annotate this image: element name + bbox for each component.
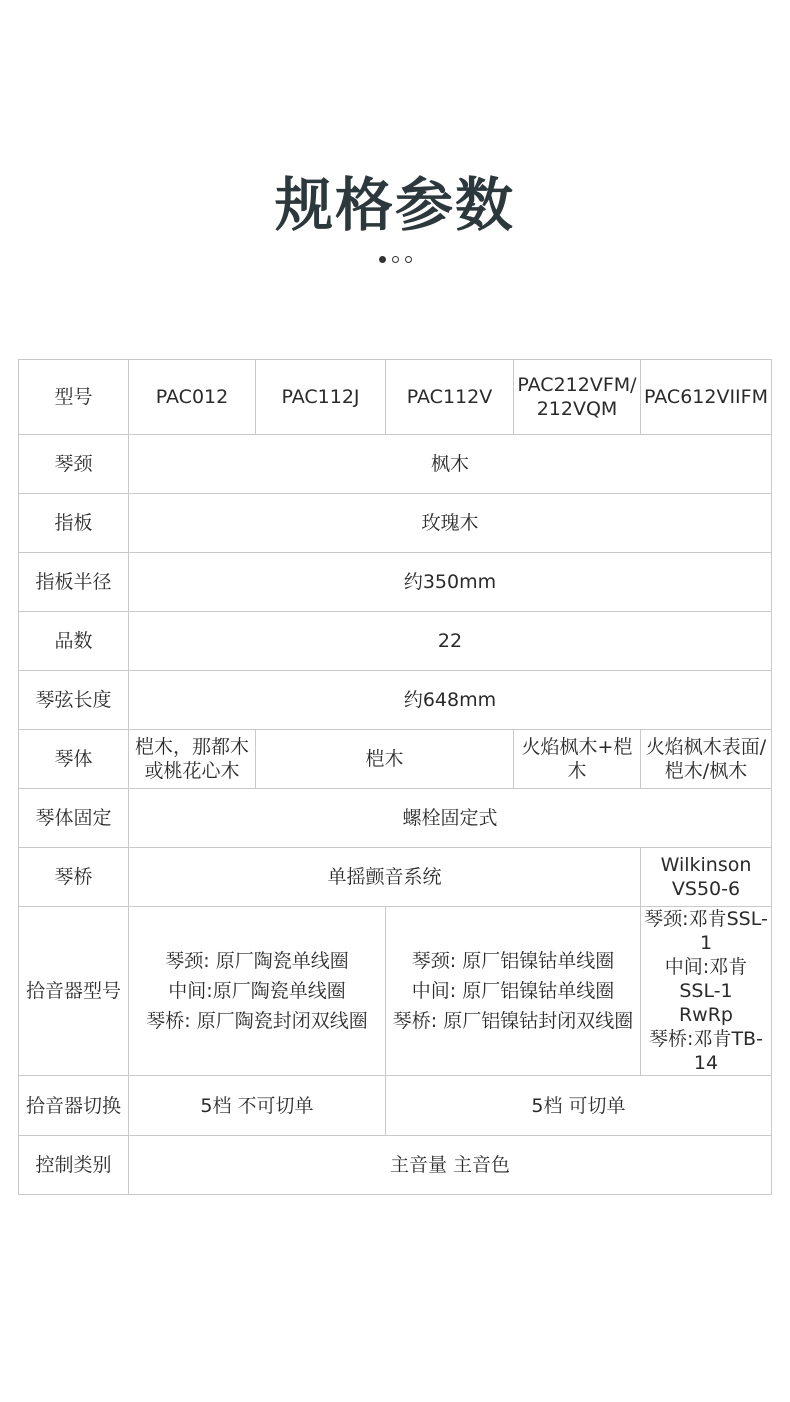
value-cell: Wilkinson VS50-6 <box>641 848 772 907</box>
row-label: 琴颈 <box>19 435 129 494</box>
value-cell: 单摇颤音系统 <box>129 848 641 907</box>
row-label: 琴体固定 <box>19 789 129 848</box>
value-cell: 5档 不可切单 <box>129 1076 386 1136</box>
value-cell: 桤木，那都木 或桃花心木 <box>129 730 256 789</box>
table-row-frets <box>19 612 772 671</box>
row-label: 琴弦长度 <box>19 671 129 730</box>
row-label: 琴桥 <box>19 848 129 907</box>
value-cell: 桤木 <box>256 730 514 789</box>
model-cell: PAC112J <box>256 360 386 435</box>
table-row-neck <box>19 435 772 494</box>
model-cell: PAC612VIIFM <box>641 360 772 435</box>
table-row-scale <box>19 671 772 730</box>
value-cell: 琴颈: 原厂铝镍钴单线圈 中间: 原厂铝镍钴单线圈 琴桥: 原厂铝镍钴封闭双线圈 <box>386 907 641 1076</box>
table-row-fingerboard <box>19 494 772 553</box>
value-cell: 琴颈:邓肯SSL-1 中间:邓肯 SSL-1 RwRp 琴桥:邓肯TB-14 <box>641 907 772 1076</box>
dot-ring <box>405 256 412 263</box>
dot-filled <box>379 256 386 263</box>
table-row-model <box>19 360 772 435</box>
value-cell: 22 <box>129 612 772 671</box>
value-cell: 火焰枫木+桤木 <box>514 730 641 789</box>
table-row-pickups <box>19 907 772 1076</box>
value-cell: 约350mm <box>129 553 772 612</box>
table-row-neck-joint <box>19 789 772 848</box>
row-label: 指板半径 <box>19 553 129 612</box>
model-cell: PAC212VFM/ 212VQM <box>514 360 641 435</box>
table-row-switch <box>19 1076 772 1136</box>
spec-table <box>18 359 772 1195</box>
table-row-bridge <box>19 848 772 907</box>
row-label: 拾音器型号 <box>19 907 129 1076</box>
value-cell: 5档 可切单 <box>386 1076 772 1136</box>
row-label: 指板 <box>19 494 129 553</box>
title-dots <box>0 256 790 263</box>
value-cell: 火焰枫木表面/ 桤木/枫木 <box>641 730 772 789</box>
value-cell: 螺栓固定式 <box>129 789 772 848</box>
value-cell: 约648mm <box>129 671 772 730</box>
row-label: 拾音器切换 <box>19 1076 129 1136</box>
dot-ring <box>392 256 399 263</box>
value-cell: 枫木 <box>129 435 772 494</box>
page-title: 规格参数 <box>274 171 515 239</box>
table-row-controls <box>19 1136 772 1195</box>
table-row-body <box>19 730 772 789</box>
table-row-radius <box>19 553 772 612</box>
row-label: 琴体 <box>19 730 129 789</box>
model-cell: PAC112V <box>386 360 514 435</box>
model-cell: PAC012 <box>129 360 256 435</box>
value-cell: 玫瑰木 <box>129 494 772 553</box>
value-cell: 主音量 主音色 <box>129 1136 772 1195</box>
value-cell: 琴颈: 原厂陶瓷单线圈 中间:原厂陶瓷单线圈 琴桥: 原厂陶瓷封闭双线圈 <box>129 907 386 1076</box>
row-label: 控制类别 <box>19 1136 129 1195</box>
row-label: 品数 <box>19 612 129 671</box>
row-label: 型号 <box>19 360 129 435</box>
